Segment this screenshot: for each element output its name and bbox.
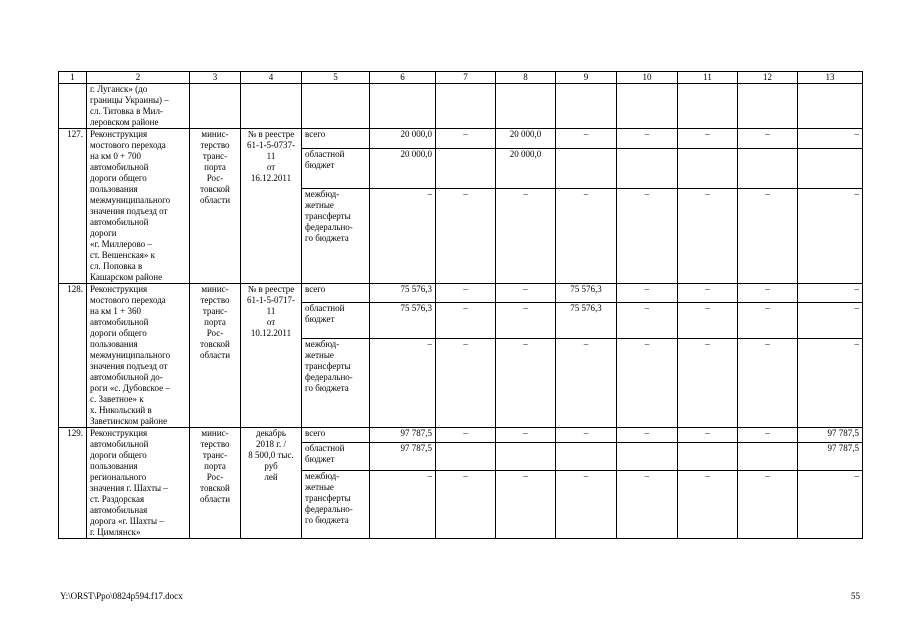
object-name-cell: г. Луганск» (до границы Украины) – сл. Титовка в Мил- леровском районе — [87, 84, 190, 129]
amount-cell: 97 787,5 — [798, 428, 863, 443]
amount-cell: – — [738, 428, 798, 443]
amount-cell: – — [370, 188, 436, 283]
source-label: межбюд- жетные трансферты федерально- го бюджета — [302, 188, 370, 283]
amount-cell: – — [678, 302, 738, 338]
amount-cell: – — [496, 284, 556, 303]
amount-cell: – — [436, 339, 496, 428]
source-label: всего — [302, 129, 370, 149]
amount-cell: – — [617, 188, 678, 283]
col-header: 11 — [678, 72, 738, 84]
amount-cell: – — [496, 302, 556, 338]
header-row — [59, 72, 863, 84]
cell — [738, 84, 798, 129]
amount-cell — [738, 442, 798, 470]
amount-cell: 20 000,0 — [496, 149, 556, 188]
col-header: 2 — [87, 72, 190, 84]
amount-cell: – — [798, 470, 863, 538]
cell — [496, 84, 556, 129]
amount-cell: – — [436, 302, 496, 338]
table-row — [59, 428, 863, 443]
amount-cell: 20 000,0 — [370, 129, 436, 149]
amount-cell — [436, 149, 496, 188]
amount-cell: – — [617, 339, 678, 428]
cell — [59, 84, 87, 129]
amount-cell: – — [556, 339, 617, 428]
amount-cell: – — [678, 284, 738, 303]
amount-cell: 20 000,0 — [496, 129, 556, 149]
amount-cell — [556, 149, 617, 188]
row-number: 128. — [59, 284, 87, 428]
cell — [436, 84, 496, 129]
source-label: межбюд- жетные трансферты федерально- го бюджета — [302, 470, 370, 538]
col-header: 3 — [190, 72, 241, 84]
source-label: областной бюджет — [302, 442, 370, 470]
col-header: 8 — [496, 72, 556, 84]
continuation-row — [59, 84, 863, 129]
amount-cell — [678, 442, 738, 470]
cell — [190, 84, 241, 129]
document-cell: № в реестре 61-1-5-0717- 11 от 10.12.2011 — [241, 284, 302, 428]
file-path: Y:\ORST\Ppo\0824p594.f17.docx — [60, 591, 183, 601]
col-header: 9 — [556, 72, 617, 84]
amount-cell: – — [798, 129, 863, 149]
amount-cell: – — [617, 428, 678, 443]
amount-cell: – — [678, 470, 738, 538]
amount-cell: – — [496, 428, 556, 443]
document-cell: декабрь 2018 г. / 8 500,0 тыс. руб лей — [241, 428, 302, 539]
object-name-cell: Реконструкция автомобильной дороги общего пользования регионального значения г. Шахты – ст. Раздорская автомобильная дорога «г. Шахты – г. Цимлянск» — [87, 428, 190, 539]
amount-cell: 97 787,5 — [798, 442, 863, 470]
amount-cell: – — [436, 470, 496, 538]
amount-cell: 75 576,3 — [370, 302, 436, 338]
source-label: всего — [302, 284, 370, 303]
amount-cell: – — [556, 428, 617, 443]
amount-cell — [798, 149, 863, 188]
amount-cell: – — [678, 428, 738, 443]
amount-cell: 20 000,0 — [370, 149, 436, 188]
table-body — [59, 72, 863, 539]
amount-cell: – — [556, 188, 617, 283]
source-label: межбюд- жетные трансферты федерально- го бюджета — [302, 339, 370, 428]
amount-cell: – — [738, 284, 798, 303]
cell — [678, 84, 738, 129]
amount-cell — [496, 442, 556, 470]
cell — [556, 84, 617, 129]
amount-cell: – — [370, 339, 436, 428]
object-name-cell: Реконструкция мостового перехода на км 0 + 700 автомобильной дороги общего пользования межмуниципального значения подъезд от автомобильной дороги «г. Миллерово – ст. Вешенская» к сл. Поповка в Кашарском районе — [87, 129, 190, 284]
col-header: 6 — [370, 72, 436, 84]
amount-cell: – — [496, 188, 556, 283]
amount-cell: – — [738, 129, 798, 149]
document-cell: № в реестре 61-1-5-0737- 11 от 16.12.2011 — [241, 129, 302, 284]
amount-cell: – — [617, 284, 678, 303]
cell — [617, 84, 678, 129]
amount-cell — [617, 442, 678, 470]
amount-cell: – — [798, 188, 863, 283]
col-header: 13 — [798, 72, 863, 84]
amount-cell: – — [370, 470, 436, 538]
amount-cell — [436, 442, 496, 470]
amount-cell: – — [617, 470, 678, 538]
amount-cell: 75 576,3 — [556, 284, 617, 303]
amount-cell: – — [678, 188, 738, 283]
source-label: областной бюджет — [302, 149, 370, 188]
amount-cell: – — [798, 302, 863, 338]
amount-cell: – — [436, 188, 496, 283]
amount-cell: – — [738, 470, 798, 538]
amount-cell: – — [617, 302, 678, 338]
organization-cell: минис- терство транс- порта Рос- товской области — [190, 129, 241, 284]
amount-cell — [617, 149, 678, 188]
amount-cell: 97 787,5 — [370, 442, 436, 470]
table-row — [59, 129, 863, 149]
col-header: 1 — [59, 72, 87, 84]
row-number: 127. — [59, 129, 87, 284]
source-label: областной бюджет — [302, 302, 370, 338]
organization-cell: минис- терство транс- порта Рос- товской области — [190, 428, 241, 539]
amount-cell: – — [678, 129, 738, 149]
page-number: 55 — [851, 591, 860, 601]
amount-cell: – — [738, 188, 798, 283]
cell — [370, 84, 436, 129]
amount-cell: – — [738, 339, 798, 428]
col-header: 4 — [241, 72, 302, 84]
amount-cell: – — [436, 284, 496, 303]
col-header: 7 — [436, 72, 496, 84]
object-name-cell: Реконструкция мостового перехода на км 1 + 360 автомобильной дороги общего пользования межмуниципального значения подъезд от автомобильной до- роги «с. Дубовское – с. Заветное» к х. Никольский в Заветинском районе — [87, 284, 190, 428]
amount-cell: – — [436, 428, 496, 443]
budget-table — [58, 71, 863, 539]
amount-cell — [738, 149, 798, 188]
amount-cell: – — [556, 470, 617, 538]
col-header: 12 — [738, 72, 798, 84]
amount-cell: – — [496, 470, 556, 538]
amount-cell: – — [678, 339, 738, 428]
row-number: 129. — [59, 428, 87, 539]
source-label: всего — [302, 428, 370, 443]
amount-cell: – — [798, 339, 863, 428]
amount-cell: – — [738, 302, 798, 338]
amount-cell: – — [436, 129, 496, 149]
cell — [241, 84, 302, 129]
amount-cell: – — [556, 129, 617, 149]
amount-cell — [556, 442, 617, 470]
cell — [302, 84, 370, 129]
amount-cell: – — [496, 339, 556, 428]
amount-cell: – — [798, 284, 863, 303]
amount-cell: – — [617, 129, 678, 149]
cell — [798, 84, 863, 129]
amount-cell — [678, 149, 738, 188]
amount-cell: 75 576,3 — [370, 284, 436, 303]
col-header: 10 — [617, 72, 678, 84]
organization-cell: минис- терство транс- порта Рос- товской области — [190, 284, 241, 428]
table-row — [59, 284, 863, 303]
col-header: 5 — [302, 72, 370, 84]
amount-cell: 75 576,3 — [556, 302, 617, 338]
amount-cell: 97 787,5 — [370, 428, 436, 443]
